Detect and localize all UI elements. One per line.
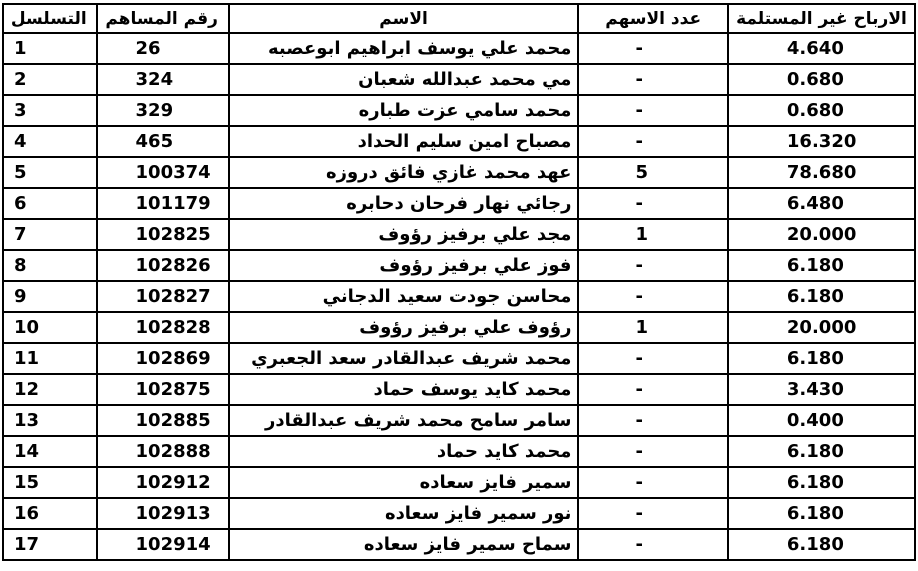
name-cell: نور سمير فايز سعاده: [229, 498, 579, 529]
dividends-cell: 6.180: [728, 250, 915, 281]
dividends-cell: 0.400: [728, 405, 915, 436]
name-cell: عهد محمد غازي فائق دروزه: [229, 157, 579, 188]
shares-cell: 1: [578, 312, 727, 343]
table-row: [3, 436, 915, 467]
table-row: [3, 467, 915, 498]
shares-cell: 5: [578, 157, 727, 188]
table-row: [3, 281, 915, 312]
shares-cell: -: [578, 188, 727, 219]
dividends-cell: 20.000: [728, 312, 915, 343]
seq-cell: 1: [3, 33, 97, 64]
header-seq: التسلسل: [3, 4, 97, 33]
name-cell: فوز علي برفيز رؤوف: [229, 250, 579, 281]
seq-cell: 9: [3, 281, 97, 312]
shareholder-no-cell: 102913: [97, 498, 229, 529]
seq-cell: 15: [3, 467, 97, 498]
seq-cell: 7: [3, 219, 97, 250]
dividends-cell: 6.180: [728, 467, 915, 498]
shares-cell: -: [578, 64, 727, 95]
dividends-cell: 78.680: [728, 157, 915, 188]
seq-cell: 3: [3, 95, 97, 126]
name-cell: رؤوف علي برفيز رؤوف: [229, 312, 579, 343]
name-cell: مصباح امين سليم الحداد: [229, 126, 579, 157]
seq-cell: 2: [3, 64, 97, 95]
seq-cell: 17: [3, 529, 97, 560]
header-name: الاسم: [229, 4, 579, 33]
name-cell: محمد سامي عزت طباره: [229, 95, 579, 126]
name-cell: مي محمد عبدالله شعبان: [229, 64, 579, 95]
unclaimed-dividends-table: [2, 3, 916, 561]
shares-cell: -: [578, 374, 727, 405]
table-row: [3, 33, 915, 64]
table-row: [3, 498, 915, 529]
shareholder-no-cell: 26: [97, 33, 229, 64]
shares-cell: -: [578, 529, 727, 560]
shares-cell: -: [578, 281, 727, 312]
header-row: [3, 4, 915, 33]
name-cell: سامر سامح محمد شريف عبدالقادر: [229, 405, 579, 436]
shareholder-no-cell: 102885: [97, 405, 229, 436]
shareholder-no-cell: 100374: [97, 157, 229, 188]
shareholder-no-cell: 102828: [97, 312, 229, 343]
table-row: [3, 64, 915, 95]
dividends-cell: 3.430: [728, 374, 915, 405]
table-row: [3, 95, 915, 126]
seq-cell: 6: [3, 188, 97, 219]
shares-cell: -: [578, 343, 727, 374]
table-row: [3, 529, 915, 560]
shareholder-no-cell: 101179: [97, 188, 229, 219]
seq-cell: 11: [3, 343, 97, 374]
seq-cell: 14: [3, 436, 97, 467]
dividends-cell: 0.680: [728, 64, 915, 95]
shares-cell: -: [578, 498, 727, 529]
shareholder-no-cell: 102912: [97, 467, 229, 498]
table-row: [3, 312, 915, 343]
shareholder-no-cell: 324: [97, 64, 229, 95]
shareholder-no-cell: 465: [97, 126, 229, 157]
shareholder-no-cell: 102825: [97, 219, 229, 250]
seq-cell: 12: [3, 374, 97, 405]
table-row: [3, 343, 915, 374]
seq-cell: 10: [3, 312, 97, 343]
table-row: [3, 188, 915, 219]
name-cell: محمد كايد يوسف حماد: [229, 374, 579, 405]
name-cell: مجد علي برفيز رؤوف: [229, 219, 579, 250]
table-row: [3, 374, 915, 405]
name-cell: سمير فايز سعاده: [229, 467, 579, 498]
shares-cell: -: [578, 467, 727, 498]
name-cell: محمد علي يوسف ابراهيم ابوعصبه: [229, 33, 579, 64]
shares-cell: -: [578, 95, 727, 126]
dividends-cell: 4.640: [728, 33, 915, 64]
table-row: [3, 405, 915, 436]
table-row: [3, 219, 915, 250]
seq-cell: 5: [3, 157, 97, 188]
dividends-cell: 6.180: [728, 498, 915, 529]
dividends-cell: 6.480: [728, 188, 915, 219]
shareholder-no-cell: 102826: [97, 250, 229, 281]
header-shareholder-no: رقم المساهم: [97, 4, 229, 33]
shareholder-no-cell: 102869: [97, 343, 229, 374]
dividends-cell: 6.180: [728, 436, 915, 467]
seq-cell: 8: [3, 250, 97, 281]
shareholder-no-cell: 329: [97, 95, 229, 126]
shares-cell: 1: [578, 219, 727, 250]
dividends-cell: 0.680: [728, 95, 915, 126]
table-row: [3, 157, 915, 188]
dividends-cell: 20.000: [728, 219, 915, 250]
shares-cell: -: [578, 126, 727, 157]
table-row: [3, 250, 915, 281]
shareholder-no-cell: 102827: [97, 281, 229, 312]
header-dividends: الارباح غير المستلمة: [728, 4, 915, 33]
dividends-cell: 6.180: [728, 529, 915, 560]
shares-cell: -: [578, 405, 727, 436]
table-row: [3, 126, 915, 157]
shares-cell: -: [578, 33, 727, 64]
dividends-cell: 6.180: [728, 343, 915, 374]
dividends-cell: 6.180: [728, 281, 915, 312]
shares-cell: -: [578, 250, 727, 281]
name-cell: محمد شريف عبدالقادر سعد الجعبري: [229, 343, 579, 374]
shareholder-no-cell: 102914: [97, 529, 229, 560]
name-cell: محمد كايد حماد: [229, 436, 579, 467]
seq-cell: 16: [3, 498, 97, 529]
shareholder-no-cell: 102875: [97, 374, 229, 405]
name-cell: رجائي نهار فرحان دحابره: [229, 188, 579, 219]
name-cell: محاسن جودت سعيد الدجاني: [229, 281, 579, 312]
seq-cell: 13: [3, 405, 97, 436]
shares-cell: -: [578, 436, 727, 467]
header-shares: عدد الاسهم: [578, 4, 727, 33]
shareholder-no-cell: 102888: [97, 436, 229, 467]
name-cell: سماح سمير فايز سعاده: [229, 529, 579, 560]
dividends-cell: 16.320: [728, 126, 915, 157]
seq-cell: 4: [3, 126, 97, 157]
